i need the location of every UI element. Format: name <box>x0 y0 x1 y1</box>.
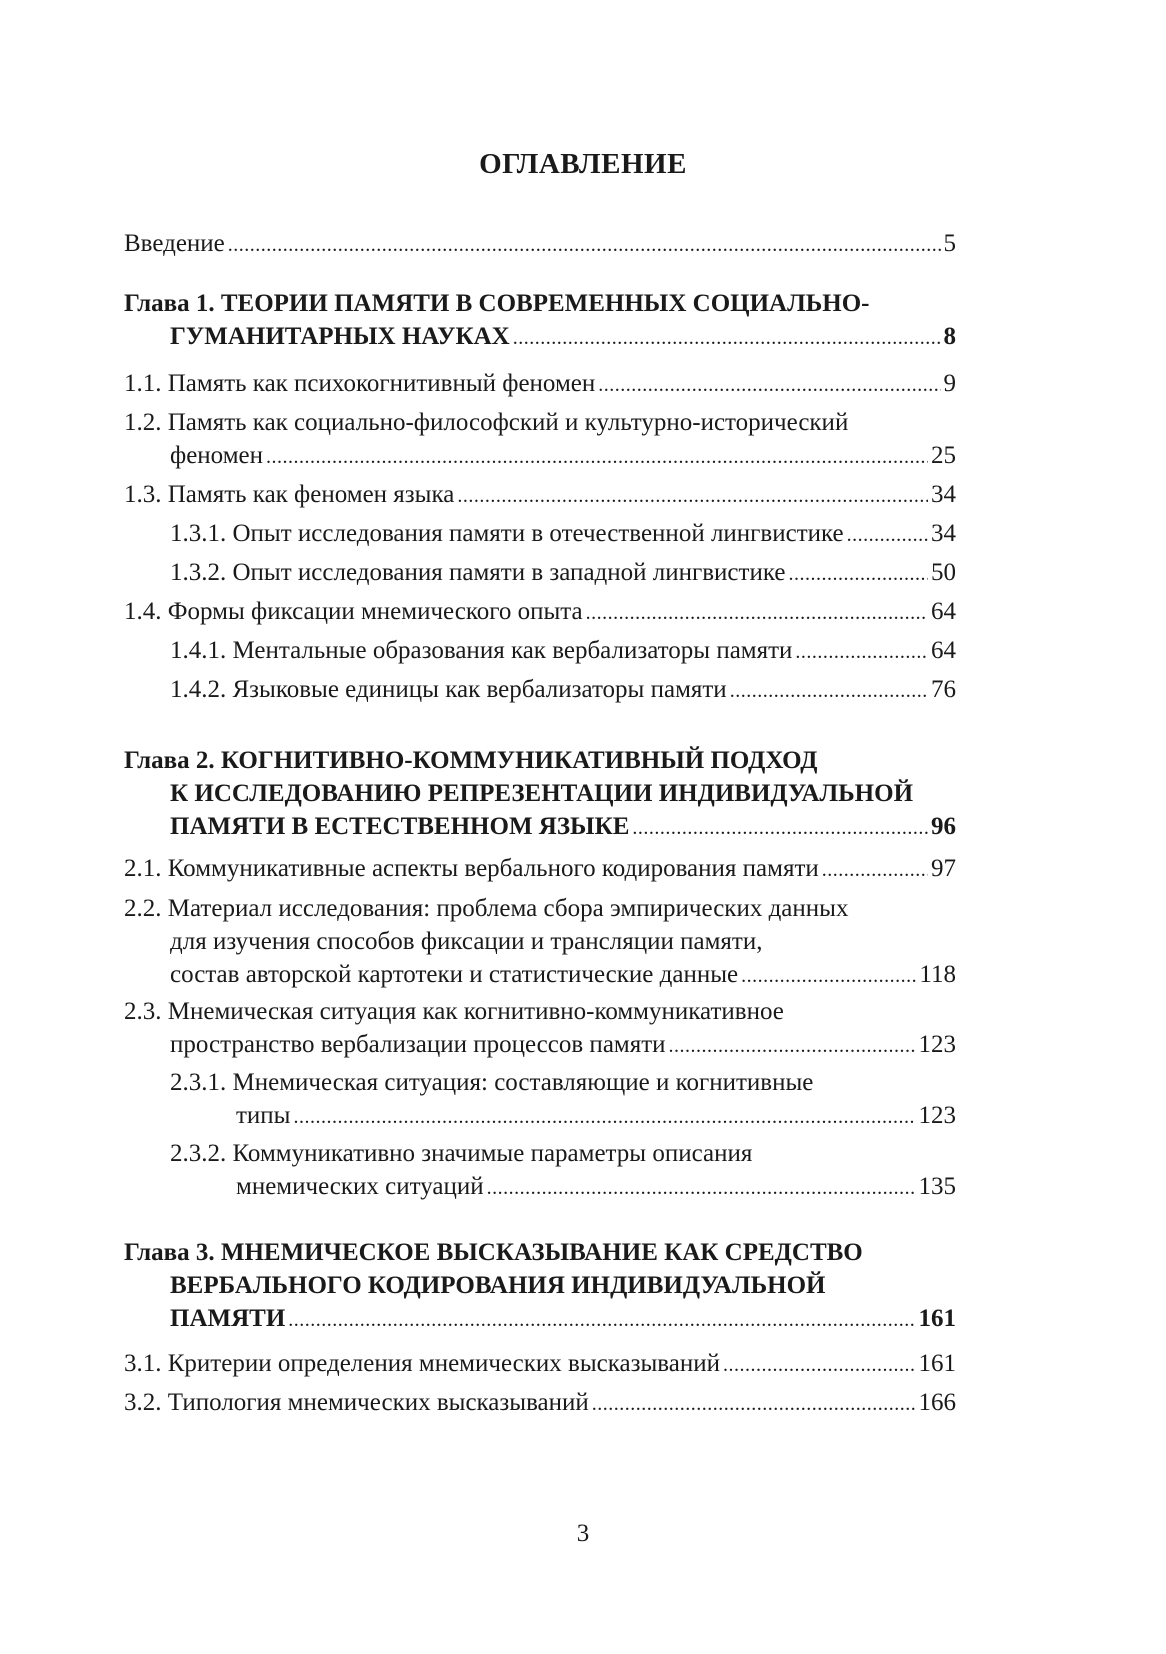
toc-entry-leader-row <box>170 1302 956 1337</box>
toc-entry <box>124 995 956 1063</box>
dot-leader <box>513 322 941 355</box>
toc-entry <box>124 892 956 993</box>
dot-leader <box>592 1388 916 1421</box>
toc-entry-page: 96 <box>931 813 956 840</box>
dot-leader <box>266 441 928 474</box>
toc-entry-line: 2.3.2. Коммуникативно значимые параметры описания <box>170 1140 753 1167</box>
toc-entry-line: Глава 3. МНЕМИЧЕСКОЕ ВЫСКАЗЫВАНИЕ КАК СРЕДСТВО <box>124 1239 863 1266</box>
toc-title: ОГЛАВЛЕНИЕ <box>479 148 687 180</box>
toc-chapter-entry <box>124 744 956 845</box>
toc-entry-line: 1.2. Память как социально-философский и культурно-исторический <box>124 409 849 436</box>
toc-entry-line: 2.3. Мнемическая ситуация как когнитивно-коммуникативное <box>124 998 784 1025</box>
toc-entry-leader-row <box>170 320 956 355</box>
dot-leader <box>822 854 928 887</box>
toc-entry-title: ПАМЯТИ <box>170 1305 286 1332</box>
toc-entry-page: 25 <box>931 442 956 469</box>
toc-entry-leader-row <box>170 673 956 708</box>
toc-entry <box>170 634 956 669</box>
dot-leader <box>741 960 916 993</box>
dot-leader <box>487 1172 916 1205</box>
dot-leader <box>288 1304 915 1337</box>
toc-entry-page: 135 <box>918 1173 956 1200</box>
dot-leader <box>228 229 941 262</box>
toc-entry-leader-row <box>124 367 956 402</box>
toc-entry <box>170 1137 956 1205</box>
toc-entry-leader-row <box>124 852 956 887</box>
toc-entry <box>124 367 956 402</box>
toc-entry-title: 1.3.1. Опыт исследования памяти в отечественной лингвистике <box>170 520 844 547</box>
toc-entry <box>170 673 956 708</box>
toc-entry-leader-row <box>170 634 956 669</box>
toc-entry-page: 9 <box>943 370 956 397</box>
dot-leader <box>730 675 928 708</box>
toc-entry-line: 2.2. Материал исследования: проблема сбора эмпирических данных <box>124 895 849 922</box>
toc-entry-page: 34 <box>931 520 956 547</box>
toc-entry <box>124 852 956 887</box>
toc-entry-title: 3.1. Критерии определения мнемических высказываний <box>124 1350 720 1377</box>
dot-leader <box>457 480 928 513</box>
toc-entry-leader-row <box>170 517 956 552</box>
toc-entry <box>124 595 956 630</box>
toc-chapter-entry <box>124 1236 956 1337</box>
toc-entry-page: 34 <box>931 481 956 508</box>
toc-entry-line: К ИССЛЕДОВАНИЮ РЕПРЕЗЕНТАЦИИ ИНДИВИДУАЛЬНОЙ <box>170 780 914 807</box>
toc-entry-leader-row <box>170 958 956 993</box>
toc-entry <box>124 1386 956 1421</box>
toc-entry-leader-row <box>124 1386 956 1421</box>
toc-entry-title: мнемических ситуаций <box>236 1173 484 1200</box>
toc-entry-title: 1.4. Формы фиксации мнемического опыта <box>124 598 583 625</box>
toc-entry-page: 161 <box>918 1305 956 1332</box>
toc-entry-page: 97 <box>931 855 956 882</box>
toc-entry-title: ПАМЯТИ В ЕСТЕСТВЕННОМ ЯЗЫКЕ <box>170 813 630 840</box>
toc-entry-title: 1.3. Память как феномен языка <box>124 481 455 508</box>
dot-leader <box>795 636 928 669</box>
toc-entry-leader-row <box>124 478 956 513</box>
toc-entry-leader-row <box>170 810 956 845</box>
toc-entry-title: 1.4.1. Ментальные образования как вербализаторы памяти <box>170 637 793 664</box>
dot-leader <box>669 1030 916 1063</box>
toc-entry-page: 50 <box>931 559 956 586</box>
toc-entry-leader-row <box>170 556 956 591</box>
toc-entry <box>124 1347 956 1382</box>
toc-entry-page: 5 <box>943 230 956 257</box>
toc-entry <box>170 556 956 591</box>
toc-entry-leader-row <box>236 1099 956 1134</box>
toc-entry-line: 2.3.1. Мнемическая ситуация: составляющие и когнитивные <box>170 1069 814 1096</box>
toc-entry-title: состав авторской картотеки и статистические данные <box>170 961 739 988</box>
dot-leader <box>598 369 940 402</box>
toc-entry-leader-row <box>124 1347 956 1382</box>
dot-leader <box>723 1349 916 1382</box>
toc-entry-title: 1.1. Память как психокогнитивный феномен <box>124 370 596 397</box>
toc-entry-title: 3.2. Типология мнемических высказываний <box>124 1389 589 1416</box>
toc-entry-title: пространство вербализации процессов памяти <box>170 1031 666 1058</box>
toc-entry-page: 64 <box>931 598 956 625</box>
toc-entry-title: 2.1. Коммуникативные аспекты вербального кодирования памяти <box>124 855 819 882</box>
toc-entry-page: 118 <box>919 961 956 988</box>
page-number: 3 <box>576 1520 590 1547</box>
toc-entry-page: 166 <box>918 1389 956 1416</box>
toc-entry-leader-row <box>170 1028 956 1063</box>
toc-entry-line: ВЕРБАЛЬНОГО КОДИРОВАНИЯ ИНДИВИДУАЛЬНОЙ <box>170 1272 826 1299</box>
toc-entry <box>170 517 956 552</box>
dot-leader <box>788 558 928 591</box>
dot-leader <box>847 519 928 552</box>
toc-entry-leader-row <box>124 227 956 262</box>
toc-entry-line: Глава 1. ТЕОРИИ ПАМЯТИ В СОВРЕМЕННЫХ СОЦИАЛЬНО- <box>124 290 870 317</box>
toc-entry-title: 1.4.2. Языковые единицы как вербализаторы памяти <box>170 676 727 703</box>
toc-entry-page: 123 <box>918 1031 956 1058</box>
toc-entry-leader-row <box>236 1170 956 1205</box>
dot-leader <box>586 597 928 630</box>
toc-entry <box>170 1066 956 1134</box>
toc-entry-line: Глава 2. КОГНИТИВНО-КОММУНИКАТИВНЫЙ ПОДХОД <box>124 747 818 774</box>
toc-entry-title: феномен <box>170 442 263 469</box>
toc-entry <box>124 227 956 262</box>
toc-entry-title: типы <box>236 1102 291 1129</box>
toc-chapter-entry <box>124 287 956 355</box>
toc-entry-leader-row <box>124 595 956 630</box>
toc-entry-page: 161 <box>918 1350 956 1377</box>
toc-entry <box>124 478 956 513</box>
dot-leader <box>632 812 928 845</box>
toc-entry-page: 8 <box>943 323 956 350</box>
toc-entry-line: для изучения способов фиксации и трансляции памяти, <box>170 928 763 955</box>
toc-entry-page: 123 <box>918 1102 956 1129</box>
toc-entry-page: 76 <box>931 676 956 703</box>
toc-entry-title: ГУМАНИТАРНЫХ НАУКАХ <box>170 323 510 350</box>
toc-entry-title: 1.3.2. Опыт исследования памяти в западной лингвистике <box>170 559 786 586</box>
toc-entry-title: Введение <box>124 230 225 257</box>
toc-entry <box>124 406 956 474</box>
toc-entry-page: 64 <box>931 637 956 664</box>
dot-leader <box>293 1101 915 1134</box>
toc-entry-leader-row <box>170 439 956 474</box>
